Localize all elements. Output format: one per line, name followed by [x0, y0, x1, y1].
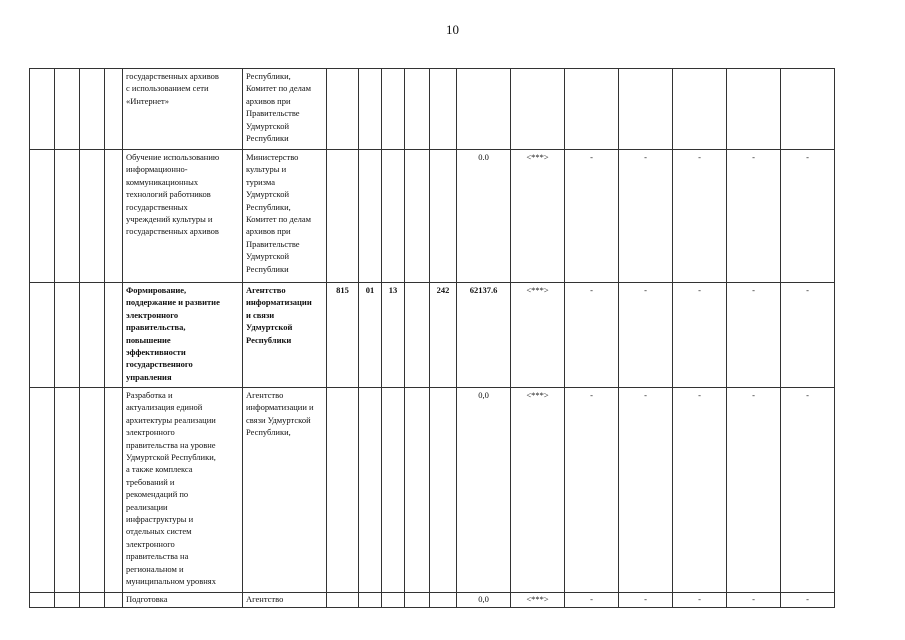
cs-code [405, 283, 430, 388]
note-value: <***> [511, 283, 565, 388]
code-cell [105, 69, 123, 150]
year-value [565, 69, 619, 150]
year-value: - [727, 388, 781, 593]
vr-code [430, 150, 457, 283]
table-row [30, 388, 835, 593]
year-value: - [781, 388, 835, 593]
pr-code [382, 69, 405, 150]
event-name: Обучение использованию информационно- коммуникационных технологий работников государственных учреждений культуры и государственных архивов [123, 150, 243, 283]
code-cell [30, 388, 55, 593]
code-cell [55, 150, 80, 283]
table-row [30, 593, 835, 608]
grbs-code: 815 [327, 283, 359, 388]
note-value: <***> [511, 388, 565, 593]
amount-value: 0,0 [457, 593, 511, 608]
executor-name: Республики, Комитет по делам архивов при Правительстве Удмуртской Республики [243, 69, 327, 150]
code-cell [55, 388, 80, 593]
grbs-code [327, 150, 359, 283]
code-cell [30, 69, 55, 150]
executor-name: Министерство культуры и туризма Удмуртской Республики, Комитет по делам архивов при Правительстве Удмуртской Республики [243, 150, 327, 283]
pr-code [382, 388, 405, 593]
pr-code [382, 150, 405, 283]
code-cell [105, 150, 123, 283]
year-value: - [727, 283, 781, 388]
program-budget-table [29, 68, 835, 608]
code-cell [80, 283, 105, 388]
executor-name: Агентство информатизации и связи Удмуртской Республики [243, 283, 327, 388]
year-value: - [673, 388, 727, 593]
executor-name: Агентство информатизации и связи Удмуртской Республики, [243, 388, 327, 593]
year-value [673, 69, 727, 150]
vr-code [430, 388, 457, 593]
year-value: - [565, 150, 619, 283]
code-cell [80, 388, 105, 593]
year-value: - [673, 593, 727, 608]
amount-value: 0.0 [457, 150, 511, 283]
vr-code: 242 [430, 283, 457, 388]
code-cell [30, 150, 55, 283]
note-value: <***> [511, 150, 565, 283]
event-name: Разработка и актуализация единой архитектуры реализации электронного правительства на уровне Удмуртской Республики, а также комплекса требований и рекомендаций по реализации инфраструктуры и отдельных систем электронного правительства на региональном и муниципальном уровнях [123, 388, 243, 593]
table-row [30, 283, 835, 388]
rz-code: 01 [359, 283, 382, 388]
year-value: - [727, 593, 781, 608]
code-cell [105, 283, 123, 388]
year-value [727, 69, 781, 150]
year-value: - [619, 150, 673, 283]
grbs-code [327, 593, 359, 608]
grbs-code [327, 388, 359, 593]
year-value: - [673, 283, 727, 388]
code-cell [80, 69, 105, 150]
code-cell [55, 69, 80, 150]
vr-code [430, 593, 457, 608]
event-name: Подготовка [123, 593, 243, 608]
rz-code [359, 150, 382, 283]
year-value [619, 69, 673, 150]
cs-code [405, 150, 430, 283]
cs-code [405, 593, 430, 608]
year-value: - [565, 593, 619, 608]
year-value: - [619, 388, 673, 593]
rz-code [359, 388, 382, 593]
code-cell [80, 593, 105, 608]
year-value: - [619, 283, 673, 388]
year-value: - [673, 150, 727, 283]
event-name: государственных архивов с использованием сети «Интернет» [123, 69, 243, 150]
year-value: - [781, 283, 835, 388]
executor-name: Агентство [243, 593, 327, 608]
year-value: - [781, 150, 835, 283]
cs-code [405, 388, 430, 593]
amount-value: 62137.6 [457, 283, 511, 388]
code-cell [55, 283, 80, 388]
year-value: - [619, 593, 673, 608]
pr-code [382, 593, 405, 608]
table-row [30, 69, 835, 150]
grbs-code [327, 69, 359, 150]
cs-code [405, 69, 430, 150]
pr-code: 13 [382, 283, 405, 388]
amount-value [457, 69, 511, 150]
event-name: Формирование, поддержание и развитие электронного правительства, повышение эффективности государственного управления [123, 283, 243, 388]
note-value: <***> [511, 593, 565, 608]
vr-code [430, 69, 457, 150]
rz-code [359, 69, 382, 150]
code-cell [30, 283, 55, 388]
code-cell [80, 150, 105, 283]
table-row [30, 150, 835, 283]
code-cell [105, 593, 123, 608]
page-number: 10 [446, 22, 459, 37]
year-value: - [781, 593, 835, 608]
year-value: - [565, 283, 619, 388]
code-cell [105, 388, 123, 593]
amount-value: 0,0 [457, 388, 511, 593]
year-value: - [727, 150, 781, 283]
year-value [781, 69, 835, 150]
code-cell [55, 593, 80, 608]
rz-code [359, 593, 382, 608]
code-cell [30, 593, 55, 608]
year-value: - [565, 388, 619, 593]
note-value [511, 69, 565, 150]
